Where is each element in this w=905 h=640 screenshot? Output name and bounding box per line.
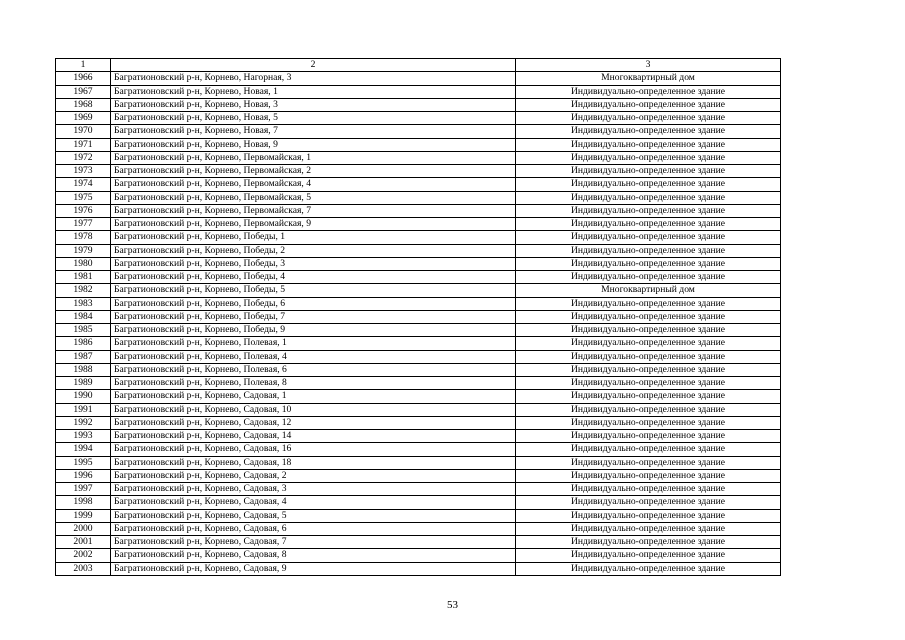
building-type-cell: Индивидуально-определенное здание — [516, 138, 781, 151]
table-row — [56, 257, 781, 270]
row-number-cell: 1995 — [56, 456, 111, 469]
header-col-2: 2 — [111, 59, 516, 72]
table-row — [56, 403, 781, 416]
building-type-cell: Индивидуально-определенное здание — [516, 536, 781, 549]
address-cell: Багратионовский р-н, Корнево, Садовая, 3 — [111, 483, 516, 496]
building-type-cell: Многоквартирный дом — [516, 72, 781, 85]
header-row — [56, 59, 781, 72]
address-cell: Багратионовский р-н, Корнево, Победы, 4 — [111, 271, 516, 284]
building-type-cell: Индивидуально-определенное здание — [516, 324, 781, 337]
table-row — [56, 496, 781, 509]
row-number-cell: 1999 — [56, 509, 111, 522]
address-cell: Багратионовский р-н, Корнево, Садовая, 2 — [111, 469, 516, 482]
address-cell: Багратионовский р-н, Корнево, Садовая, 16 — [111, 443, 516, 456]
row-number-cell: 1996 — [56, 469, 111, 482]
table-row — [56, 165, 781, 178]
row-number-cell: 1983 — [56, 297, 111, 310]
building-type-cell: Индивидуально-определенное здание — [516, 218, 781, 231]
building-type-cell: Индивидуально-определенное здание — [516, 483, 781, 496]
address-cell: Багратионовский р-н, Корнево, Садовая, 10 — [111, 403, 516, 416]
address-cell: Багратионовский р-н, Корнево, Садовая, 9 — [111, 562, 516, 575]
row-number-cell: 2003 — [56, 562, 111, 575]
row-number-cell: 1997 — [56, 483, 111, 496]
address-cell: Багратионовский р-н, Корнево, Полевая, 4 — [111, 350, 516, 363]
address-cell: Багратионовский р-н, Корнево, Полевая, 1 — [111, 337, 516, 350]
building-type-cell: Индивидуально-определенное здание — [516, 297, 781, 310]
building-type-cell: Индивидуально-определенное здание — [516, 469, 781, 482]
table-row — [56, 72, 781, 85]
building-type-cell: Многоквартирный дом — [516, 284, 781, 297]
table-row — [56, 416, 781, 429]
building-type-cell: Индивидуально-определенное здание — [516, 204, 781, 217]
address-cell: Багратионовский р-н, Корнево, Нагорная, 3 — [111, 72, 516, 85]
address-cell: Багратионовский р-н, Корнево, Новая, 9 — [111, 138, 516, 151]
table-row — [56, 522, 781, 535]
row-number-cell: 1974 — [56, 178, 111, 191]
table-row — [56, 509, 781, 522]
row-number-cell: 1978 — [56, 231, 111, 244]
table-row — [56, 231, 781, 244]
address-cell: Багратионовский р-н, Корнево, Победы, 7 — [111, 310, 516, 323]
header-col-1: 1 — [56, 59, 111, 72]
table-row — [56, 138, 781, 151]
address-cell: Багратионовский р-н, Корнево, Новая, 1 — [111, 85, 516, 98]
address-cell: Багратионовский р-н, Корнево, Победы, 9 — [111, 324, 516, 337]
building-type-cell: Индивидуально-определенное здание — [516, 165, 781, 178]
table-row — [56, 456, 781, 469]
row-number-cell: 1994 — [56, 443, 111, 456]
address-cell: Багратионовский р-н, Корнево, Новая, 7 — [111, 125, 516, 138]
row-number-cell: 1987 — [56, 350, 111, 363]
row-number-cell: 1973 — [56, 165, 111, 178]
building-type-cell: Индивидуально-определенное здание — [516, 271, 781, 284]
row-number-cell: 1982 — [56, 284, 111, 297]
address-cell: Багратионовский р-н, Корнево, Победы, 1 — [111, 231, 516, 244]
table-row — [56, 536, 781, 549]
row-number-cell: 2000 — [56, 522, 111, 535]
building-type-cell: Индивидуально-определенное здание — [516, 416, 781, 429]
row-number-cell: 1980 — [56, 257, 111, 270]
row-number-cell: 1993 — [56, 430, 111, 443]
table-row — [56, 271, 781, 284]
row-number-cell: 1967 — [56, 85, 111, 98]
address-cell: Багратионовский р-н, Корнево, Первомайская, 4 — [111, 178, 516, 191]
table-row — [56, 443, 781, 456]
building-type-cell: Индивидуально-определенное здание — [516, 430, 781, 443]
building-type-cell: Индивидуально-определенное здание — [516, 443, 781, 456]
row-number-cell: 1972 — [56, 151, 111, 164]
table-row — [56, 363, 781, 376]
address-cell: Багратионовский р-н, Корнево, Садовая, 6 — [111, 522, 516, 535]
building-type-cell: Индивидуально-определенное здание — [516, 85, 781, 98]
table-header — [56, 59, 781, 72]
table-row — [56, 350, 781, 363]
address-cell: Багратионовский р-н, Корнево, Садовая, 5 — [111, 509, 516, 522]
address-cell: Багратионовский р-н, Корнево, Первомайская, 9 — [111, 218, 516, 231]
address-cell: Багратионовский р-н, Корнево, Садовая, 7 — [111, 536, 516, 549]
building-type-cell: Индивидуально-определенное здание — [516, 151, 781, 164]
table-row — [56, 324, 781, 337]
address-cell: Багратионовский р-н, Корнево, Первомайская, 5 — [111, 191, 516, 204]
address-cell: Багратионовский р-н, Корнево, Садовая, 4 — [111, 496, 516, 509]
table-row — [56, 377, 781, 390]
row-number-cell: 1968 — [56, 98, 111, 111]
row-number-cell: 1970 — [56, 125, 111, 138]
table-row — [56, 98, 781, 111]
address-cell: Багратионовский р-н, Корнево, Полевая, 8 — [111, 377, 516, 390]
building-type-cell: Индивидуально-определенное здание — [516, 377, 781, 390]
table-row — [56, 390, 781, 403]
address-cell: Багратионовский р-н, Корнево, Победы, 6 — [111, 297, 516, 310]
table-row — [56, 112, 781, 125]
address-cell: Багратионовский р-н, Корнево, Садовая, 12 — [111, 416, 516, 429]
address-cell: Багратионовский р-н, Корнево, Победы, 5 — [111, 284, 516, 297]
table-row — [56, 297, 781, 310]
row-number-cell: 1985 — [56, 324, 111, 337]
row-number-cell: 1981 — [56, 271, 111, 284]
building-type-cell: Индивидуально-определенное здание — [516, 456, 781, 469]
table-row — [56, 178, 781, 191]
row-number-cell: 1975 — [56, 191, 111, 204]
address-cell: Багратионовский р-н, Корнево, Полевая, 6 — [111, 363, 516, 376]
building-type-cell: Индивидуально-определенное здание — [516, 562, 781, 575]
table-row — [56, 204, 781, 217]
row-number-cell: 1969 — [56, 112, 111, 125]
row-number-cell: 1984 — [56, 310, 111, 323]
table-row — [56, 430, 781, 443]
header-col-3: 3 — [516, 59, 781, 72]
address-cell: Багратионовский р-н, Корнево, Новая, 3 — [111, 98, 516, 111]
address-cell: Багратионовский р-н, Корнево, Садовая, 1 — [111, 390, 516, 403]
table-row — [56, 549, 781, 562]
building-type-cell: Индивидуально-определенное здание — [516, 350, 781, 363]
row-number-cell: 2002 — [56, 549, 111, 562]
building-type-cell: Индивидуально-определенное здание — [516, 509, 781, 522]
table-row — [56, 483, 781, 496]
building-type-cell: Индивидуально-определенное здание — [516, 549, 781, 562]
table-row — [56, 337, 781, 350]
table-body — [56, 72, 781, 576]
row-number-cell: 1977 — [56, 218, 111, 231]
building-type-cell: Индивидуально-определенное здание — [516, 178, 781, 191]
address-cell: Багратионовский р-н, Корнево, Первомайская, 1 — [111, 151, 516, 164]
row-number-cell: 2001 — [56, 536, 111, 549]
building-type-cell: Индивидуально-определенное здание — [516, 231, 781, 244]
building-type-cell: Индивидуально-определенное здание — [516, 496, 781, 509]
row-number-cell: 1989 — [56, 377, 111, 390]
building-type-cell: Индивидуально-определенное здание — [516, 390, 781, 403]
building-type-cell: Индивидуально-определенное здание — [516, 257, 781, 270]
address-cell: Багратионовский р-н, Корнево, Победы, 2 — [111, 244, 516, 257]
row-number-cell: 1988 — [56, 363, 111, 376]
table-row — [56, 151, 781, 164]
address-cell: Багратионовский р-н, Корнево, Садовая, 18 — [111, 456, 516, 469]
table-row — [56, 244, 781, 257]
table-row — [56, 284, 781, 297]
address-cell: Багратионовский р-н, Корнево, Победы, 3 — [111, 257, 516, 270]
building-type-cell: Индивидуально-определенное здание — [516, 98, 781, 111]
address-cell: Багратионовский р-н, Корнево, Садовая, 14 — [111, 430, 516, 443]
row-number-cell: 1998 — [56, 496, 111, 509]
row-number-cell: 1986 — [56, 337, 111, 350]
building-type-cell: Индивидуально-определенное здание — [516, 112, 781, 125]
building-type-cell: Индивидуально-определенное здание — [516, 244, 781, 257]
row-number-cell: 1991 — [56, 403, 111, 416]
building-type-cell: Индивидуально-определенное здание — [516, 191, 781, 204]
building-type-cell: Индивидуально-определенное здание — [516, 363, 781, 376]
row-number-cell: 1966 — [56, 72, 111, 85]
page-number: 53 — [447, 599, 458, 611]
table-row — [56, 562, 781, 575]
row-number-cell: 1976 — [56, 204, 111, 217]
table-row — [56, 85, 781, 98]
address-cell: Багратионовский р-н, Корнево, Первомайская, 2 — [111, 165, 516, 178]
table-row — [56, 125, 781, 138]
table-row — [56, 469, 781, 482]
table-row — [56, 310, 781, 323]
address-cell: Багратионовский р-н, Корнево, Садовая, 8 — [111, 549, 516, 562]
building-type-cell: Индивидуально-определенное здание — [516, 125, 781, 138]
row-number-cell: 1992 — [56, 416, 111, 429]
building-type-cell: Индивидуально-определенное здание — [516, 522, 781, 535]
row-number-cell: 1971 — [56, 138, 111, 151]
register-table — [55, 58, 781, 576]
row-number-cell: 1990 — [56, 390, 111, 403]
table-row — [56, 191, 781, 204]
building-type-cell: Индивидуально-определенное здание — [516, 337, 781, 350]
address-cell: Багратионовский р-н, Корнево, Первомайская, 7 — [111, 204, 516, 217]
row-number-cell: 1979 — [56, 244, 111, 257]
address-cell: Багратионовский р-н, Корнево, Новая, 5 — [111, 112, 516, 125]
table-row — [56, 218, 781, 231]
building-type-cell: Индивидуально-определенное здание — [516, 310, 781, 323]
building-type-cell: Индивидуально-определенное здание — [516, 403, 781, 416]
